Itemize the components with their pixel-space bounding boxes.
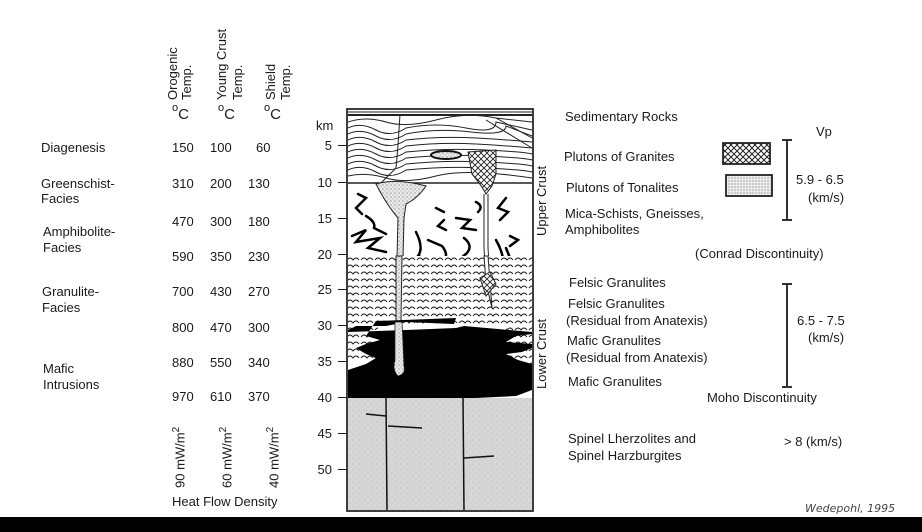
depth-label: 5 bbox=[324, 138, 332, 153]
bottom-bar bbox=[0, 517, 922, 532]
temp-young: 300 bbox=[210, 214, 232, 229]
header-young-line2: Temp. bbox=[230, 64, 245, 100]
temp-shield: 270 bbox=[248, 284, 270, 299]
label-sedimentary: Sedimentary Rocks bbox=[565, 109, 678, 124]
temp-shield: 370 bbox=[248, 389, 270, 404]
temp-orogenic: 700 bbox=[172, 284, 194, 299]
temp-orogenic: 590 bbox=[172, 249, 194, 264]
vp-title: Vp bbox=[816, 124, 832, 139]
depth-label: 45 bbox=[317, 426, 332, 441]
facies-mafic-l1: Mafic bbox=[43, 361, 75, 376]
temp-young: 100 bbox=[210, 140, 232, 155]
temp-shield: 230 bbox=[248, 249, 270, 264]
label-felsic-res-l1: Felsic Granulites bbox=[568, 296, 665, 311]
temp-shield: 130 bbox=[248, 176, 270, 191]
label-mafic-res-l1: Mafic Granulites bbox=[567, 333, 661, 348]
lower-crust-label: Lower Crust bbox=[534, 318, 549, 389]
label-felsic: Felsic Granulites bbox=[569, 275, 666, 290]
heat-flow-title: Heat Flow Density bbox=[172, 494, 278, 509]
upper-vp-range: 5.9 - 6.5 bbox=[796, 172, 844, 187]
facies-diagenesis: Diagenesis bbox=[41, 140, 106, 155]
temp-shield: 340 bbox=[248, 355, 270, 370]
unit-orogenic: $^o$C bbox=[172, 102, 189, 123]
temp-orogenic: 310 bbox=[172, 176, 194, 191]
label-tonalites: Plutons of Tonalites bbox=[566, 180, 679, 195]
label-felsic-res-l2: (Residual from Anatexis) bbox=[566, 313, 708, 328]
crust-cross-section bbox=[346, 108, 534, 512]
depth-label: 35 bbox=[317, 354, 332, 369]
lower-vp-unit: (km/s) bbox=[808, 330, 845, 345]
facies-granulite-l2: Facies bbox=[42, 300, 81, 315]
depth-label: 50 bbox=[317, 462, 332, 477]
facies-amphibolite-l1: Amphibolite- bbox=[43, 224, 116, 239]
temp-shield: 300 bbox=[248, 320, 270, 335]
facies-greenschist-l2: Facies bbox=[41, 191, 80, 206]
temp-orogenic: 150 bbox=[172, 140, 194, 155]
facies-amphibolite-l2: Facies bbox=[43, 240, 82, 255]
temp-young: 200 bbox=[210, 176, 232, 191]
upper-vp-unit: (km/s) bbox=[808, 190, 845, 205]
depth-label: 20 bbox=[317, 247, 332, 262]
header-orogenic-line1: Orogenic bbox=[165, 47, 180, 100]
label-spinel-l2: Spinel Harzburgites bbox=[568, 448, 682, 463]
depth-label: 15 bbox=[317, 211, 332, 226]
temp-young: 430 bbox=[210, 284, 232, 299]
citation: Wedepohl, 1995 bbox=[805, 502, 896, 515]
depth-label: 25 bbox=[317, 282, 332, 297]
label-mafic: Mafic Granulites bbox=[568, 374, 662, 389]
depth-label: 40 bbox=[317, 390, 332, 405]
label-mafic-res-l2: (Residual from Anatexis) bbox=[566, 350, 708, 365]
facies-mafic-l2: Intrusions bbox=[43, 377, 100, 392]
temp-young: 550 bbox=[210, 355, 232, 370]
header-shield-line2: Temp. bbox=[278, 64, 293, 100]
lower-vp-range: 6.5 - 7.5 bbox=[797, 313, 845, 328]
upper-crust-label: Upper Crust bbox=[534, 165, 549, 236]
temp-shield: 180 bbox=[248, 214, 270, 229]
granite-swatch bbox=[722, 142, 772, 166]
facies-greenschist-l1: Greenschist- bbox=[41, 176, 115, 191]
header-orogenic-line2: Temp. bbox=[179, 64, 194, 100]
label-granites: Plutons of Granites bbox=[564, 149, 675, 164]
header-shield-line1: Shield bbox=[263, 63, 278, 100]
temp-young: 610 bbox=[210, 389, 232, 404]
label-moho: Moho Discontinuity bbox=[707, 390, 817, 405]
temp-young: 470 bbox=[210, 320, 232, 335]
temp-young: 350 bbox=[210, 249, 232, 264]
label-conrad: (Conrad Discontinuity) bbox=[695, 246, 824, 261]
temp-orogenic: 970 bbox=[172, 389, 194, 404]
mantle-vp: > 8 (km/s) bbox=[784, 434, 843, 449]
tonalite-swatch bbox=[725, 174, 775, 198]
km-label: km bbox=[316, 118, 334, 133]
heat-flow-orogenic: 90 $mW/m^2$ bbox=[171, 426, 188, 488]
unit-young: $^o$C bbox=[218, 102, 235, 123]
temp-orogenic: 800 bbox=[172, 320, 194, 335]
label-mica-l2: Amphibolites bbox=[565, 222, 640, 237]
depth-label: 30 bbox=[317, 318, 332, 333]
heat-flow-young: 60 $mW/m^2$ bbox=[218, 426, 235, 488]
label-spinel-l1: Spinel Lherzolites and bbox=[568, 431, 696, 446]
facies-granulite-l1: Granulite- bbox=[42, 284, 100, 299]
temp-orogenic: 470 bbox=[172, 214, 194, 229]
temp-orogenic: 880 bbox=[172, 355, 194, 370]
temp-shield: 60 bbox=[256, 140, 271, 155]
unit-shield: $^o$C bbox=[264, 102, 281, 123]
heat-flow-shield: 40 $mW/m^2$ bbox=[265, 426, 282, 488]
depth-label: 10 bbox=[317, 175, 332, 190]
header-young-line1: Young Crust bbox=[214, 28, 229, 100]
label-mica-l1: Mica-Schists, Gneisses, bbox=[565, 206, 704, 221]
